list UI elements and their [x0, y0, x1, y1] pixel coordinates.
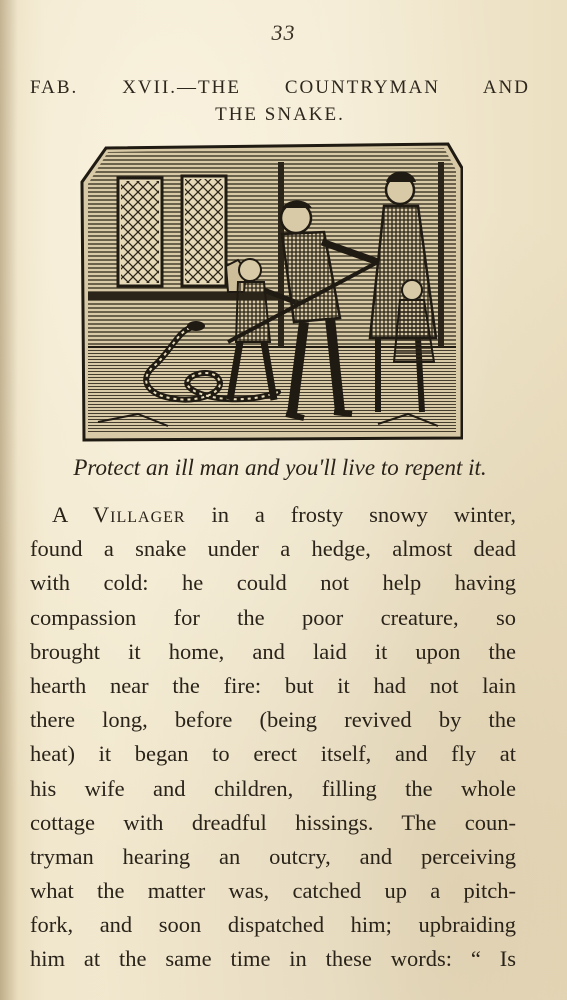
text-line: heat) it began to erect itself, and fly at [30, 741, 516, 767]
line-1-rest: in a frosty snowy winter, [211, 502, 516, 527]
text-line: what the matter was, catched up a pitch- [30, 878, 516, 904]
text-line: his wife and children, filling the whole [30, 775, 516, 801]
fable-title [30, 74, 530, 128]
spine-shadow [0, 0, 18, 1000]
fable-title-line-2: THE SNAKE. [215, 104, 345, 125]
text-line: him at the same time in these words: “ Is [30, 946, 516, 972]
text-line: fork, and soon dispatched him; upbraiding [30, 912, 516, 938]
text-line: found a snake under a hedge, almost dead [30, 536, 516, 562]
fable-body [30, 498, 516, 977]
fable-moral: Protect an ill man and you'll live to repent it. [73, 455, 487, 480]
text-line: hearth near the fire: but it had not lain [30, 672, 516, 698]
woodcut-illustration [78, 142, 463, 442]
text-line: compassion for the poor creature, so [30, 604, 516, 630]
text-line: there long, before (being revived by the [30, 707, 516, 733]
page-number: 33 [271, 20, 296, 45]
opening-word: A [52, 502, 68, 527]
opening-smallcaps: Villager [92, 502, 186, 527]
text-line: cottage with dreadful hissings. The coun- [30, 809, 516, 835]
text-line: tryman hearing an outcry, and perceiving [30, 843, 516, 869]
fable-title-line-1: FAB. XVII.—THE COUNTRYMAN AND [30, 77, 530, 98]
text-line: brought it home, and laid it upon the [30, 638, 516, 664]
text-line [30, 498, 516, 532]
text-line: with cold: he could not help having [30, 570, 516, 596]
